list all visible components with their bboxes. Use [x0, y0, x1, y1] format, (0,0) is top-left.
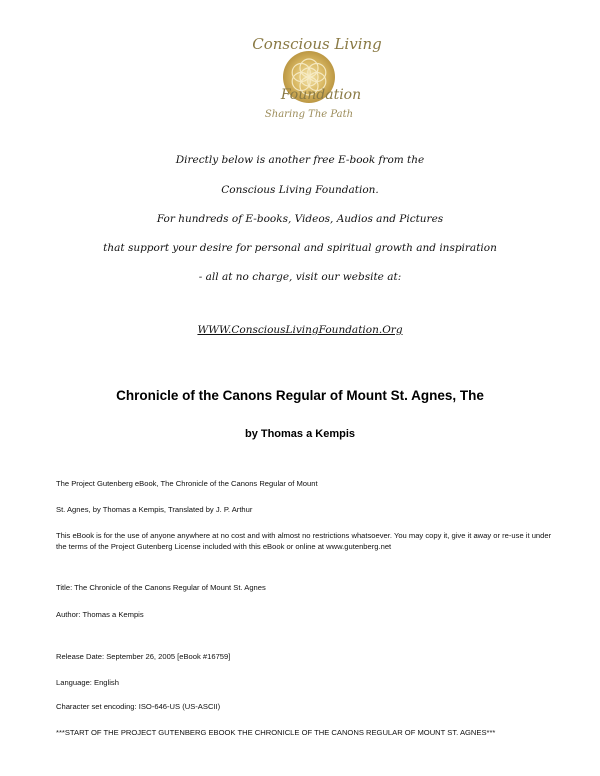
gutenberg-intro-line-2: St. Agnes, by Thomas a Kempis, Translated by J. P. Arthur — [56, 505, 253, 514]
promo-line-3: For hundreds of E-books, Videos, Audios and Pictures — [156, 213, 444, 225]
book-author: by Thomas a Kempis — [244, 428, 356, 440]
promo-line-4: that support your desire for personal and spiritual growth and inspiration — [103, 242, 497, 254]
logo-tagline: Sharing The Path — [264, 109, 354, 120]
logo-line2: Foundation — [280, 87, 362, 103]
promo-line-2: Conscious Living Foundation. — [221, 184, 379, 196]
book-title: Chronicle of the Canons Regular of Mount St. Agnes, The — [116, 388, 484, 403]
gutenberg-intro-line-1: The Project Gutenberg eBook, The Chronicle of the Canons Regular of Mount — [56, 479, 318, 488]
website-link[interactable]: WWW.ConsciousLivingFoundation.Org — [197, 324, 403, 336]
promo-line-5: - all at no charge, visit our website at: — [198, 271, 402, 283]
gutenberg-license: This eBook is for the use of anyone anywhere at no cost and with almost no restrictions whatsoever. You may copy it, give it away or re-use it under the terms of the Project Gutenberg License included with this eBook or online at www.gutenberg.net — [56, 531, 552, 551]
gutenberg-release-date: Release Date: September 26, 2005 [eBook #16759] — [56, 652, 231, 661]
gutenberg-language: Language: English — [56, 678, 119, 687]
promo-line-1: Directly below is another free E-book from the — [175, 154, 425, 166]
gutenberg-author: Author: Thomas a Kempis — [56, 610, 144, 619]
gutenberg-title: Title: The Chronicle of the Canons Regular of Mount St. Agnes — [56, 583, 266, 592]
logo-line1: Conscious Living — [252, 35, 382, 53]
flower-of-life-icon — [247, 27, 387, 132]
gutenberg-charset: Character set encoding: ISO-646-US (US-ASCII) — [56, 702, 221, 711]
foundation-logo — [247, 27, 387, 132]
gutenberg-start-marker: ***START OF THE PROJECT GUTENBERG EBOOK THE CHRONICLE OF THE CANONS REGULAR OF MOUNT ST. AGNES*** — [56, 728, 496, 737]
